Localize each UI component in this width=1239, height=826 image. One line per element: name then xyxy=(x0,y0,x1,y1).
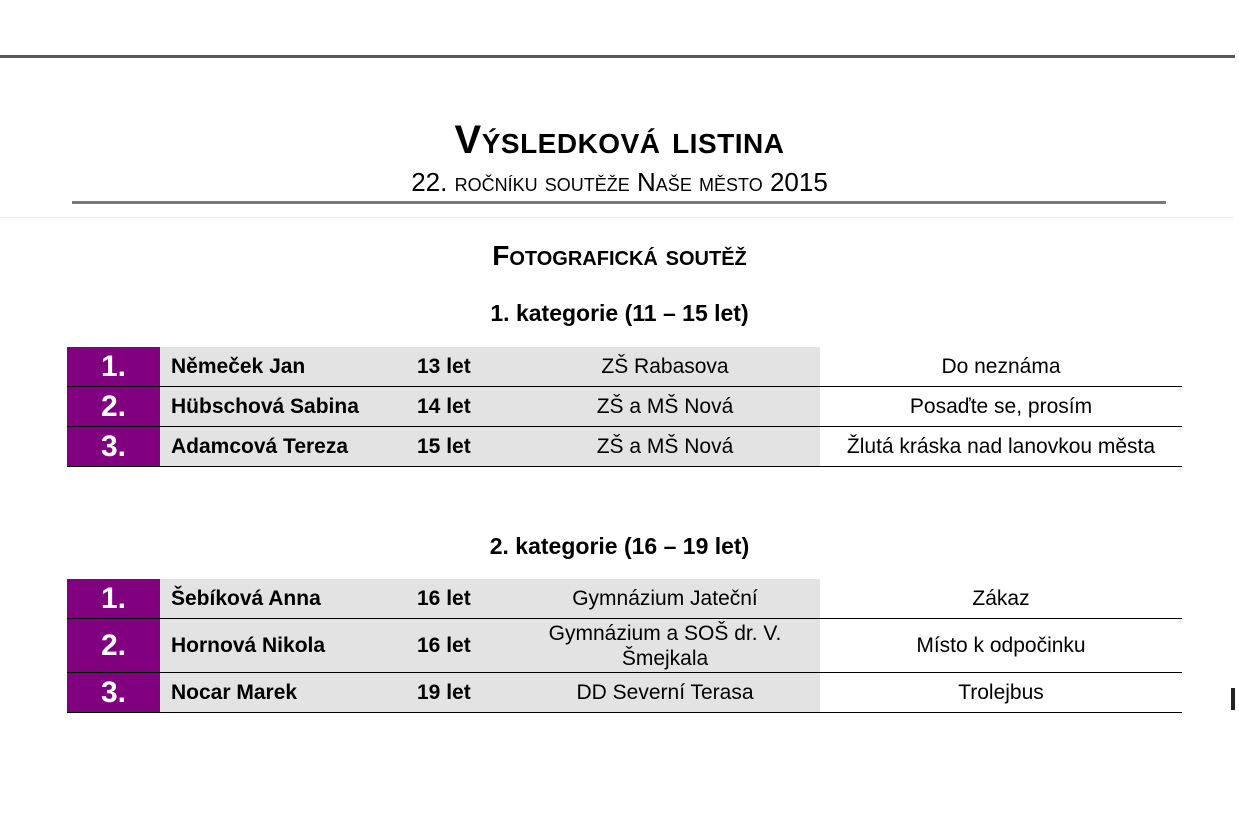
age-cell: 13 let xyxy=(410,347,510,386)
rank-cell: 1. xyxy=(67,347,160,386)
edge-mark xyxy=(1231,688,1235,710)
work-title-cell: Místo k odpočinku xyxy=(820,619,1182,672)
name-cell: Nocar Marek xyxy=(160,673,410,712)
table-row xyxy=(67,427,1182,467)
school-cell: DD Severní Terasa xyxy=(510,673,820,712)
age-cell: 14 let xyxy=(410,387,510,426)
name-cell: Adamcová Tereza xyxy=(160,427,410,466)
divider xyxy=(0,217,1233,218)
school-cell: ZŠ Rabasova xyxy=(510,347,820,386)
work-title-cell: Posaďte se, prosím xyxy=(820,387,1182,426)
results-table xyxy=(67,347,1182,467)
rank-cell: 2. xyxy=(67,619,160,672)
rank-cell: 2. xyxy=(67,387,160,426)
work-title-cell: Trolejbus xyxy=(820,673,1182,712)
results-table xyxy=(67,579,1182,713)
name-cell: Šebíková Anna xyxy=(160,579,410,618)
age-cell: 15 let xyxy=(410,427,510,466)
school-cell: Gymnázium a SOŠ dr. V. Šmejkala xyxy=(510,619,820,672)
section-title: Fotografická soutěž xyxy=(492,240,747,271)
work-title-cell: Do neznáma xyxy=(820,347,1182,386)
rank-cell: 1. xyxy=(67,579,160,618)
table-row xyxy=(67,347,1182,387)
age-cell: 16 let xyxy=(410,619,510,672)
school-cell: Gymnázium Jateční xyxy=(510,579,820,618)
work-title-cell: Zákaz xyxy=(820,579,1182,618)
age-cell: 19 let xyxy=(410,673,510,712)
category-heading: 1. kategorie (11 – 15 let) xyxy=(490,300,749,326)
work-title-cell: Žlutá kráska nad lanovkou města xyxy=(820,427,1182,466)
top-rule xyxy=(0,55,1235,58)
name-cell: Hornová Nikola xyxy=(160,619,410,672)
rank-cell: 3. xyxy=(67,427,160,466)
school-cell: ZŠ a MŠ Nová xyxy=(510,427,820,466)
age-cell: 16 let xyxy=(410,579,510,618)
name-cell: Hübschová Sabina xyxy=(160,387,410,426)
table-row xyxy=(67,579,1182,619)
category-heading: 2. kategorie (16 – 19 let) xyxy=(489,533,750,559)
table-row xyxy=(67,673,1182,713)
school-cell: ZŠ a MŠ Nová xyxy=(510,387,820,426)
document-title: Výsledková listina xyxy=(454,118,785,162)
table-row xyxy=(67,619,1182,673)
document-subtitle: 22. ročníku soutěže Naše město 2015 xyxy=(411,167,828,197)
name-cell: Němeček Jan xyxy=(160,347,410,386)
table-row xyxy=(67,387,1182,427)
title-rule xyxy=(72,201,1166,204)
rank-cell: 3. xyxy=(67,673,160,712)
